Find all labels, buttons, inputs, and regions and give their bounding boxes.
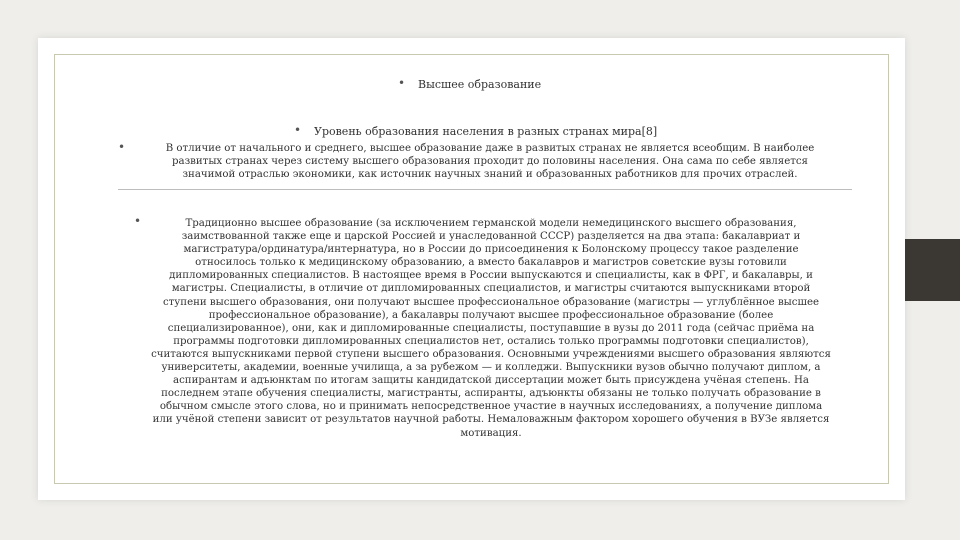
heading-education-level: Уровень образования населения в разных странах мира[8] <box>314 125 658 138</box>
paragraph-2-line: заимствованной также еще и царской Россией и унаследованной СССР) разделяется на два этапа: бакалавриат и <box>181 231 801 243</box>
paragraph-2-line: дипломированных специалистов. В настоящее время в России выпускаются и специалисты, как в ФРГ, и бакалавры, и <box>169 270 813 282</box>
paragraph-2-line: магистратура/ординатура/интернатура, но в России до присоединения к Болонскому процессу такое разделение <box>183 244 799 256</box>
paragraph-2-line: программы подготовки дипломированных специалистов нет, остались только программы подготовки специалистов), <box>173 335 809 347</box>
paragraph-2-line: последнем этапе обучения специалисты, магистранты, аспиранты, адъюнкты обязаны не только получать образование в <box>161 388 821 400</box>
paragraph-1 <box>128 142 852 181</box>
paragraph-2-line: специализированное), они, как и дипломированные специалисты, поступавшие в вузы до 2011 года (сейчас приёма на <box>167 322 815 334</box>
side-tab-decoration <box>905 239 960 301</box>
bullet-icon: • <box>118 140 126 154</box>
paragraph-1-line: В отличие от начального и среднего, высшее образование даже в развитых странах не является всеобщим. В наиболее <box>165 143 815 154</box>
paragraph-1-line: значимой отраслью экономики, как источник научных знаний и образованных работников для прочих отраслей. <box>182 169 798 181</box>
paragraph-2-line: мотивация. <box>460 427 522 439</box>
paragraph-2-line: считаются выпускниками первой ступени высшего образования. Основными учреждениями высшего образования являются <box>151 348 831 360</box>
paragraph-2-line: Традиционно высшее образование (за исключением германской модели немедицинского высшего образования, <box>185 218 797 229</box>
paragraph-2-line: профессиональное образование), а бакалавры получают высшее профессиональное образование (более <box>208 309 774 321</box>
paragraph-2-line: аспирантам и адъюнктам по итогам защиты кандидатской диссертации может быть присуждена учёная степень. На <box>173 375 809 387</box>
paragraph-2-line: или учёной степени зависит от результатов научной работы. Немаловажным фактором хорошего обучения в ВУЗе является <box>152 414 830 426</box>
paragraph-2-line: относилось только к медицинскому образованию, а вместо бакалавров и магистров советские вузы готовили <box>195 257 787 269</box>
paragraph-2-line: университеты, академии, военные училища, а за рубежом — и колледжи. Выпускники вузов обычно получают диплом, а <box>161 362 821 374</box>
paragraph-2-line: ступени высшего образования, они получают высшее профессиональное образование (магистры — углублённое высшее <box>162 296 820 308</box>
paragraph-2-line: магистры. Специалисты, в отличие от дипломированных специалистов, и магистры считаются выпускниками второй <box>171 283 811 295</box>
paragraph-2 <box>120 217 862 440</box>
paragraph-2-line: обычном смысле этого слова, но и принимать непосредственное участие в научных исследованиях, а получение диплома <box>159 401 823 413</box>
paragraph-1-line: развитых странах через систему высшего образования проходит до половины населения. Она сама по себе является <box>172 156 808 168</box>
bullet-icon: • <box>294 123 302 137</box>
divider-line <box>118 189 852 190</box>
bullet-icon: • <box>134 214 142 228</box>
bullet-icon: • <box>398 76 406 90</box>
heading-higher-education: Высшее образование <box>418 78 542 91</box>
